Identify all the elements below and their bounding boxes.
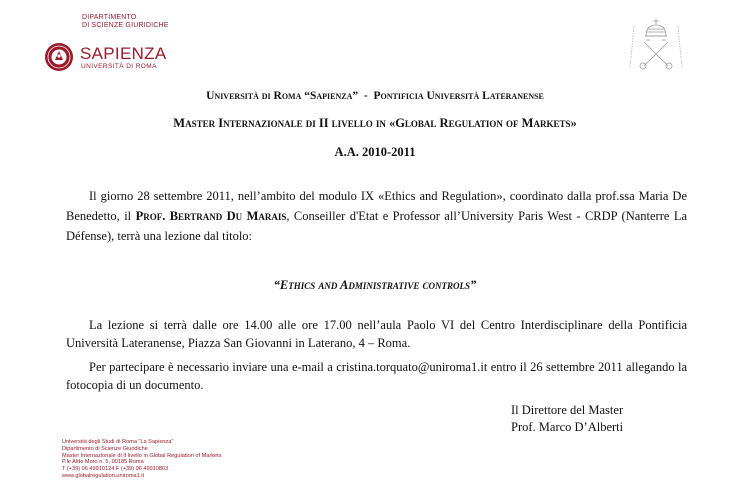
dept-line-1: DIPARTIMENTO (82, 14, 137, 21)
academic-year-heading: A.A. 2010-2011 (334, 145, 416, 159)
master-heading: Master Internazionale di II livello in «Global Regulation of Markets» (173, 116, 577, 130)
lecture-details-paragraph: La lezione si terrà dalle ore 14.00 alle ore 17.00 nell’aula Paolo VI del Centro Interdisciplinare della Pontificia Università Lateranense, Piazza San Giovanni in Laterano, 4 – Roma. (66, 318, 687, 350)
dept-line-2: DI SCIENZE GIURIDICHE (82, 22, 169, 29)
speaker-name: Prof. Bertrand Du Marais (135, 209, 287, 223)
paragraph-text-end: , Conseiller d'Etat e Professor all’University Paris West - CRDP (Nanterre La Défense), terrà una lezione dal titolo: (66, 209, 687, 243)
registration-paragraph: Per partecipare è necessario inviare una e-mail a cristina.torquato@uniroma1.it entro il 26 settembre 2011 allegando la fotocopia di un documento. (66, 360, 687, 392)
university-subtitle: UNIVERSITÀ DI ROMA (81, 63, 157, 70)
sapienza-seal-icon (44, 42, 74, 72)
footer-line-3: Master Internazionale di II livello in Global Regulation of Markets (62, 452, 222, 459)
signature-name: Prof. Marco D’Alberti (511, 420, 624, 434)
lecture-title: “Ethics and Administrative controls” (273, 278, 477, 292)
footer-address (62, 439, 222, 480)
footer-line-2: Dipartimento di Scienze Giuridiche (62, 445, 148, 452)
announcement-paragraph (66, 186, 687, 246)
department-label (82, 14, 169, 30)
footer-line-5: T (+39) 06 49910124 F (+39) 06 49910803 (62, 466, 169, 473)
signature-role: Il Direttore del Master (511, 403, 624, 417)
institutions-heading: Università di Roma “Sapienza” - Pontificia Università Lateranense (206, 90, 544, 102)
university-name: SAPIENZA (80, 44, 167, 63)
pontifical-keys-emblem-icon (626, 16, 686, 72)
footer-line-4: P.le Aldo Moro n. 5, 00185 Roma (62, 459, 144, 466)
footer-line-1: Università degli Studi di Roma “La Sapienza” (62, 439, 174, 445)
paragraph-text-start: Il giorno 28 settembre 2011, nell’ambito del modulo IX «Ethics and Regulation», coordinato dalla prof.ssa Maria De Benedetto, il (66, 189, 687, 223)
footer-website: www.globalregulation.uniroma1.it (62, 472, 145, 479)
